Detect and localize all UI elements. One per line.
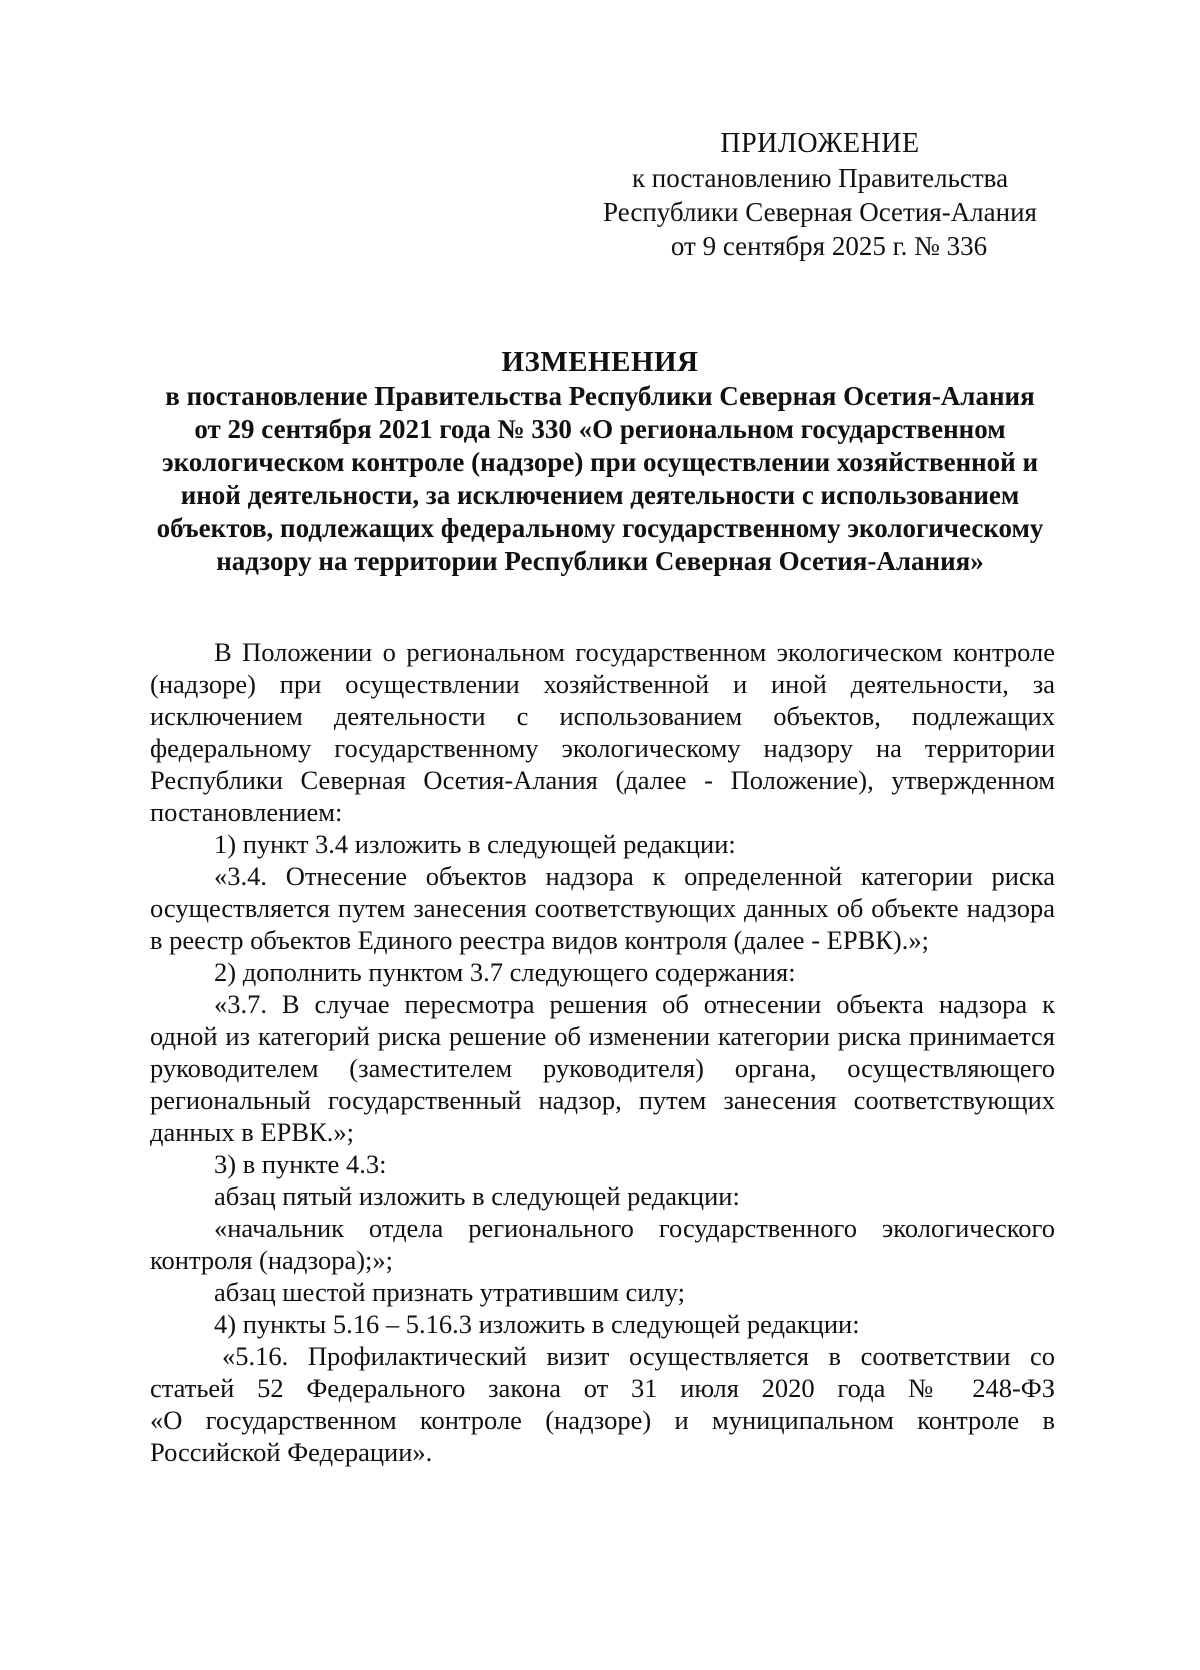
item-3-text-line: контроля (надзора);»; [150, 1245, 394, 1275]
item-3-text-line: «начальник отдела регионального государственного экологического [214, 1213, 1055, 1243]
item-4-text-line: статьей 52 Федерального закона от 31 июля 2020 года № 248-ФЗ [150, 1373, 1055, 1403]
intro-line: В Положении о региональном государственном экологическом контроле [214, 637, 1055, 667]
item-3-subitem: абзац пятый изложить в следующей редакции: [214, 1181, 740, 1211]
item-1-heading: 1) пункт 3.4 изложить в следующей редакции: [214, 829, 736, 859]
item-2-text-line: данных в ЕРВК.»; [150, 1117, 354, 1147]
title-line: иной деятельности, за исключением деятельности с использованием [180, 480, 1020, 510]
appendix-line: Республики Северная Осетия-Алания [603, 197, 1037, 227]
title-line: в постановление Правительства Республики Северная Осетия-Алания [165, 381, 1035, 411]
item-4-text-line: «5.16. Профилактический визит осуществляется в соответствии со [222, 1341, 1055, 1371]
appendix-header [590, 127, 1050, 263]
item-2-heading: 2) дополнить пунктом 3.7 следующего содержания: [214, 957, 796, 987]
item-3-subitem: абзац шестой признать утратившим силу; [214, 1277, 685, 1307]
item-4-text-line: «О государственном контроле (надзоре) и муниципальном контроле в [150, 1405, 1055, 1435]
intro-line: (надзоре) при осуществлении хозяйственной и иной деятельности, за [150, 669, 1055, 699]
item-4-heading: 4) пункты 5.16 – 5.16.3 изложить в следующей редакции: [214, 1309, 860, 1339]
item-1-text-line: «3.4. Отнесение объектов надзора к определенной категории риска [214, 861, 1055, 891]
intro-line: постановлением: [150, 797, 343, 827]
intro-line: исключением деятельности с использованием объектов, подлежащих [150, 701, 1055, 731]
item-2-text-line: «3.7. В случае пересмотра решения об отнесении объекта надзора к [214, 989, 1055, 1019]
item-1-text-line: осуществляется путем занесения соответствующих данных об объекте надзора [150, 893, 1055, 923]
item-1-text-line: в реестр объектов Единого реестра видов контроля (далее - ЕРВК).»; [150, 925, 929, 955]
appendix-line: к постановлению Правительства [631, 163, 1009, 193]
document-title [140, 346, 1060, 578]
intro-line: Республики Северная Осетия-Алания (далее - Положение), утвержденном [150, 765, 1055, 795]
item-2-text-line: руководителем (заместителем руководителя) органа, осуществляющего [150, 1053, 1055, 1083]
title-line: от 29 сентября 2021 года № 330 «О региональном государственном [194, 414, 1006, 444]
document-body [150, 636, 1055, 1468]
title-line: экологическом контроле (надзоре) при осуществлении хозяйственной и [161, 447, 1039, 477]
title-line: объектов, подлежащих федеральному государственному экологическому [156, 513, 1044, 543]
appendix-date: от 9 сентября 2025 г. № 336 [670, 231, 988, 261]
title-line: надзору на территории Республики Северная Осетия-Алания» [216, 546, 984, 576]
appendix-heading: ПРИЛОЖЕНИЕ [720, 128, 920, 159]
item-3-heading: 3) в пункте 4.3: [214, 1149, 387, 1179]
title-main: ИЗМЕНЕНИЯ [501, 346, 699, 378]
item-2-text-line: одной из категорий риска решение об изменении категории риска принимается [150, 1021, 1055, 1051]
item-2-text-line: региональный государственный надзор, путем занесения соответствующих [150, 1085, 1055, 1115]
item-4-text-line: Российской Федерации». [150, 1437, 433, 1467]
intro-line: федеральному государственному экологическому надзору на территории [150, 733, 1055, 763]
